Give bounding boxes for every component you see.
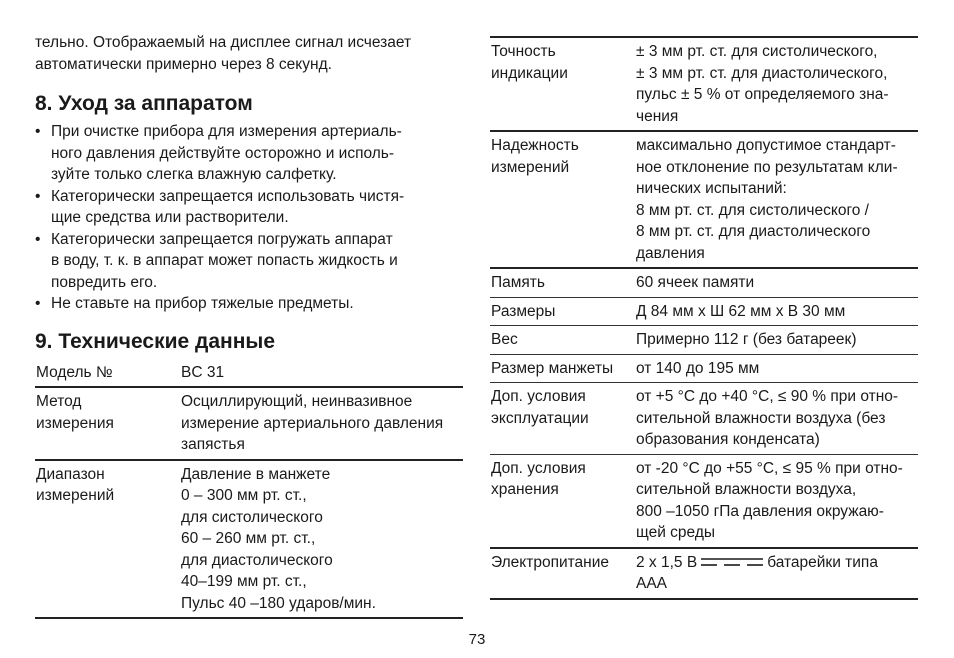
table-row: Надежность измерений максимально допустимое стандарт- ное отклонение по результатам кли- нических испытаний: 8 мм рт. ст. для систолического / 8 мм рт. ст. для диастолического давления [490,131,918,268]
table-row: Доп. условия эксплуатации от +5 °C до +40 °C, ≤ 90 % при отно- сительной влажности воздуха (без образования конденсата) [490,383,918,455]
bullet-icon: • [35,230,41,248]
list-item: • Категорически запрещается использовать чистя- щие средства или растворители. [35,187,405,226]
care-heading: 8. Уход за аппаратом [35,92,253,115]
tech-heading: 9. Технические данные [35,329,276,353]
table-row: Размер манжеты от 140 до 195 мм [490,354,918,383]
spec-table-left [35,359,463,620]
right-column [490,36,918,600]
page-number: 73 [468,631,486,648]
spec-table-right [490,36,918,600]
table-row: Точность индикации ± 3 мм рт. ст. для систолического, ± 3 мм рт. ст. для диастолического, пульс ± 5 % от определяемого зна- чения [490,37,918,131]
bullet-icon: • [35,123,41,140]
table-row: Размеры Д 84 мм x Ш 62 мм x В 30 мм [490,297,918,326]
list-item: • Категорически запрещается погружать аппарат в воду, т. к. в аппарат может попасть жидкость и повредить его. [35,230,398,291]
intro-paragraph: тельно. Отображаемый на дисплее сигнал исчезает автоматически примерно через 8 секунд. [35,34,412,73]
list-item: • При очистке прибора для измерения артериаль- ного давления действуйте осторожно и исполь- зуйте только слегка влажную салфетку. [35,123,402,183]
table-row: Электропитание 2 x 1,5 В батарейки типа AAA [490,548,918,599]
left-column [35,32,463,619]
bullet-icon: • [35,295,41,312]
table-row: Вес Примерно 112 г (без батареек) [490,326,918,355]
table-row: Диапазон измерений Давление в манжете 0 – 300 мм рт. ст., для систолического 60 – 260 мм рт. ст., для диастолического 40–199 мм рт. ст., Пульс 40 –180 ударов/мин. [35,460,463,619]
table-row: Метод измерения Осциллирующий, неинвазивное измерение артериального давления запястья [35,387,463,460]
care-list [35,121,463,315]
table-row: Доп. условия хранения от -20 °C до +55 °C, ≤ 95 % при отно- сительной влажности воздуха, 800 –1050 гПа давления окружаю- щей среды [490,454,918,548]
list-item: • Не ставьте на прибор тяжелые предметы. [35,293,463,315]
bullet-icon: • [35,187,41,205]
dc-current-icon [701,556,763,568]
table-row: Модель № BC 31 [35,359,463,388]
table-row: Память 60 ячеек памяти [490,268,918,297]
